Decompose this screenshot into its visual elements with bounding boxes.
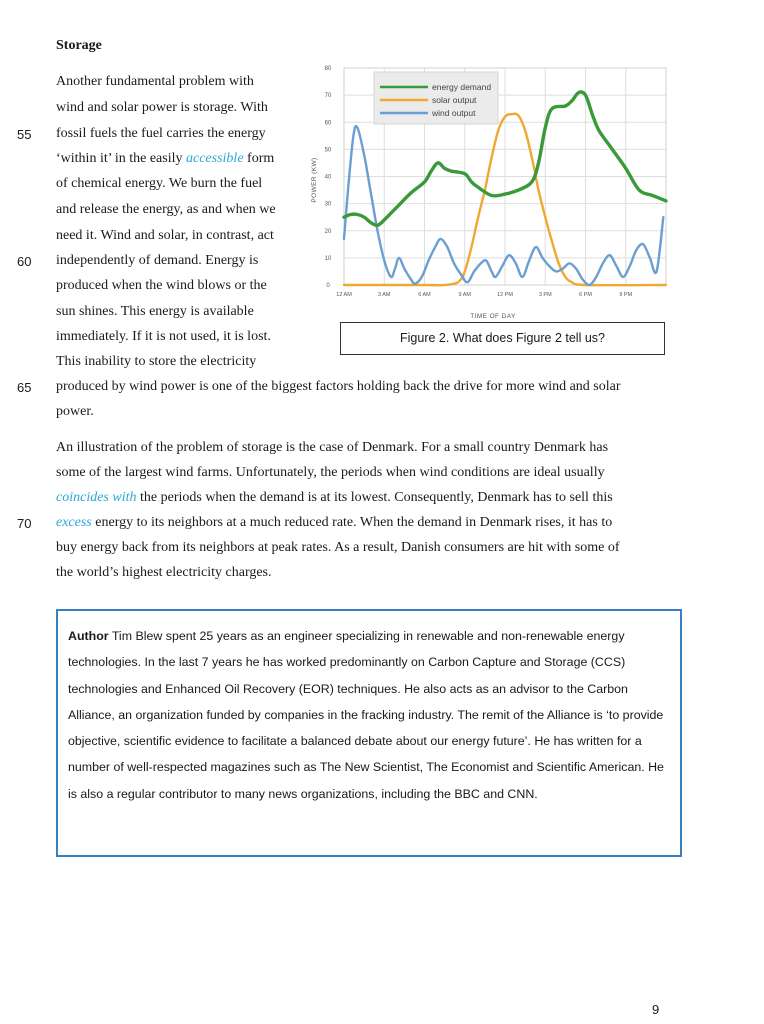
para2-line-4 — [56, 515, 612, 531]
line-number-70: 70 — [17, 516, 32, 531]
para2-line-3-tail: the periods when the demand is at its lowest. Consequently, Denmark has to sell this — [136, 490, 613, 505]
y-tick-20: 20 — [324, 228, 332, 235]
legend-label-energy-demand: energy demand — [432, 82, 492, 92]
para1-line-10: sun shines. This energy is available — [56, 304, 254, 319]
para1-line-5: of chemical energy. We burn the fuel — [56, 176, 263, 191]
keyword-excess[interactable]: excess — [56, 515, 92, 530]
keyword-accessible[interactable]: accessible — [186, 151, 244, 166]
y-tick-60: 60 — [324, 120, 332, 127]
y-tick-40: 40 — [324, 174, 332, 181]
para2-line-2: some of the largest wind farms. Unfortunately, the periods when wind conditions are ideal usually — [56, 465, 605, 480]
para2-line-3 — [56, 490, 613, 506]
x-tick-7: 9 PM — [619, 292, 633, 298]
x-tick-6: 6 PM — [579, 292, 592, 298]
para1-line-3: fossil fuels the fuel carries the energy — [56, 126, 266, 141]
para1-line-2: wind and solar power is storage. With — [56, 100, 268, 115]
x-tick-1: 3 AM — [377, 292, 391, 298]
para1-line-4-text: ‘within it’ in the easily — [56, 151, 186, 166]
para1-line-13: produced by wind power is one of the biggest factors holding back the drive for more wind and solar — [56, 379, 621, 394]
x-tick-2: 6 AM — [418, 292, 431, 298]
x-tick-0: 12 AM — [336, 292, 352, 298]
para1-line-7: need it. Wind and solar, in contrast, act — [56, 228, 274, 243]
para1-line-8: independently of demand. Energy is — [56, 253, 259, 268]
y-axis-title: POWER (KW) — [311, 157, 318, 203]
para2-line-4-tail: energy to its neighbors at a much reduced rate. When the demand in Denmark rises, it has to — [91, 515, 613, 530]
y-tick-50: 50 — [324, 147, 332, 154]
series-line-wind-output — [344, 126, 663, 285]
para1-line-14: power. — [56, 404, 94, 419]
line-number-60: 60 — [17, 254, 32, 269]
energy-chart — [0, 0, 764, 320]
author-bio: Tim Blew spent 25 years as an engineer specializing in renewable and non-renewable energy technologies. In the last 7 years he has worked predominantly on Carbon Capture and Storage (CCS) technologies and Enhanced Oil Recovery (EOR) techniques. He also acts as an advisor to the Carbon Alliance, an organization funded by companies in the fracking industry. The remit of the Alliance is ‘to provide objective, scientific evidence to facilitate a balanced debate about our energy future’. He has written for a number of well-respected magazines such as The New Scientist, The Economist and Scientific American. He is also a regular contributor to many news organizations, including the BBC and CNN. — [68, 629, 664, 801]
y-tick-0: 0 — [326, 283, 330, 289]
y-tick-30: 30 — [324, 201, 332, 208]
x-tick-5: 3 PM — [538, 292, 552, 298]
para2-line-1: An illustration of the problem of storage is the case of Denmark. For a small country Denmark has — [56, 440, 609, 455]
line-number-65: 65 — [17, 380, 32, 395]
para1-line-11: immediately. If it is not used, it is lost. — [56, 329, 271, 344]
para2-line-6: the world’s highest electricity charges. — [56, 565, 272, 580]
para1-line-6: and release the energy, as and when we — [56, 202, 276, 217]
para2-line-5: buy energy back from its neighbors at peak rates. As a result, Danish consumers are hit with some of — [56, 540, 620, 555]
y-tick-80: 80 — [324, 66, 332, 72]
author-label: Author — [68, 629, 109, 643]
x-axis-title: TIME OF DAY — [470, 313, 516, 320]
y-tick-70: 70 — [324, 93, 332, 100]
x-tick-3: 9 AM — [458, 292, 472, 298]
para1-line-12: This inability to store the electricity — [56, 354, 257, 369]
author-box — [56, 609, 682, 857]
line-number-55: 55 — [17, 127, 32, 142]
legend-label-wind-output: wind output — [432, 108, 476, 118]
page-number: 9 — [652, 1002, 660, 1017]
para1-line-1: Another fundamental problem with — [56, 74, 254, 89]
figure-caption: Figure 2. What does Figure 2 tell us? — [340, 322, 665, 355]
y-tick-10: 10 — [324, 255, 332, 262]
legend-label-solar-output: solar output — [432, 95, 477, 105]
para1-line-4-tail: form — [243, 151, 275, 166]
para1-line-9: produced when the wind blows or the — [56, 278, 267, 293]
section-heading: Storage — [56, 38, 102, 53]
x-tick-4: 12 PM — [497, 292, 513, 298]
keyword-coincides-with[interactable]: coincides with — [56, 490, 137, 505]
